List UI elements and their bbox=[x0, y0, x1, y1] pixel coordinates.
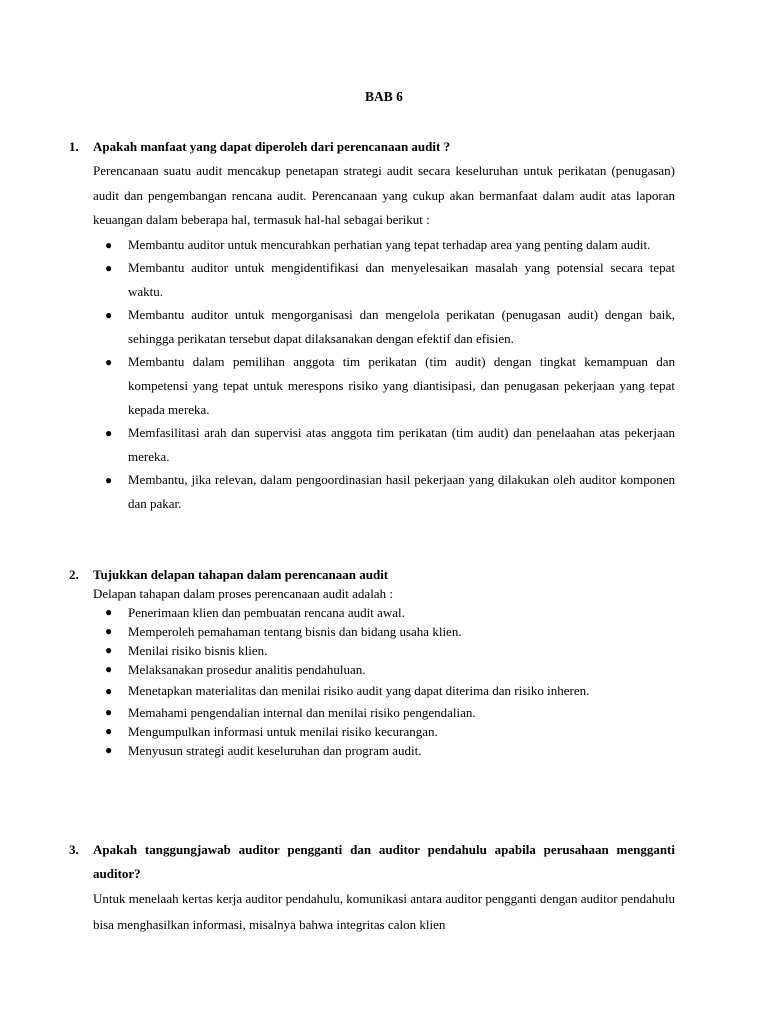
answer-paragraph: Perencanaan suatu audit mencakup penetapan strategi audit secara keseluruhan untuk perikatan (penugasan) audit dan pengembangan rencana audit. Perencanaan yang cukup akan bermanfaat dalam audit atas laporan keuangan dalam beberapa hal, termasuk hal-hal sebagai berikut : bbox=[93, 163, 675, 227]
bullet-icon: ● bbox=[105, 662, 113, 676]
list-item: ● Membantu auditor untuk mencurahkan perhatian yang tepat terhadap area yang penting dalam audit. bbox=[93, 233, 675, 257]
question-number: 2. bbox=[69, 567, 79, 582]
bullet-icon: ● bbox=[105, 743, 113, 757]
bullet-list bbox=[93, 233, 675, 516]
bullet-list bbox=[93, 603, 675, 760]
bullet-icon: ● bbox=[105, 684, 113, 698]
list-item: ● Mengumpulkan informasi untuk menilai risiko kecurangan. bbox=[105, 724, 438, 739]
section-2 bbox=[69, 565, 675, 760]
bullet-icon: ● bbox=[105, 724, 113, 738]
bullet-icon: ● bbox=[105, 307, 113, 322]
question-number: 1. bbox=[69, 139, 79, 154]
bullet-icon: ● bbox=[105, 260, 113, 275]
list-item: ● Menilai risiko bisnis klien. bbox=[105, 643, 268, 658]
question-heading bbox=[69, 565, 675, 584]
list-item: ● Membantu, jika relevan, dalam pengoordinasian hasil pekerjaan yang dilakukan oleh auditor komponen dan pakar. bbox=[93, 468, 675, 516]
question-heading bbox=[69, 838, 675, 886]
question-text: Apakah manfaat yang dapat diperoleh dari perencanaan audit ? bbox=[93, 139, 451, 154]
list-item: ● Memfasilitasi arah dan supervisi atas anggota tim perikatan (tim audit) dan penelaahan atas pekerjaan mereka. bbox=[93, 421, 675, 469]
bullet-icon: ● bbox=[105, 643, 113, 657]
bullet-icon: ● bbox=[105, 354, 113, 369]
list-item: ● Menyusun strategi audit keseluruhan dan program audit. bbox=[105, 743, 422, 758]
list-item: ● Penerimaan klien dan pembuatan rencana audit awal. bbox=[105, 605, 405, 620]
section-1 bbox=[69, 135, 675, 515]
question-heading bbox=[69, 135, 675, 159]
question-text: Apakah tanggungjawab auditor pengganti dan auditor pendahulu apabila perusahaan mengganti auditor? bbox=[93, 842, 675, 881]
bullet-icon: ● bbox=[105, 472, 113, 487]
list-item: ● Memahami pengendalian internal dan menilai risiko pengendalian. bbox=[105, 705, 476, 720]
list-item: ● Membantu dalam pemilihan anggota tim perikatan (tim audit) dengan tingkat kemampuan dan kompetensi yang tepat untuk merespons risiko yang diantisipasi, dan penugasan pekerjaan yang tepat kepada mereka. bbox=[93, 350, 675, 422]
list-item: ● Membantu auditor untuk mengidentifikasi dan menyelesaikan masalah yang potensial secara tepat waktu. bbox=[93, 256, 675, 304]
bullet-icon: ● bbox=[105, 705, 113, 719]
section-3 bbox=[69, 838, 675, 938]
answer-paragraph: Delapan tahapan dalam proses perencanaan audit adalah : bbox=[93, 586, 393, 601]
list-item: ● Memperoleh pemahaman tentang bisnis dan bidang usaha klien. bbox=[105, 624, 462, 639]
list-item: ● Menetapkan materialitas dan menilai risiko audit yang dapat diterima dan risiko inheren. bbox=[93, 679, 675, 703]
list-item: ● Melaksanakan prosedur analitis pendahuluan. bbox=[105, 662, 366, 677]
bullet-icon: ● bbox=[105, 425, 113, 440]
question-text: Tujukkan delapan tahapan dalam perencanaan audit bbox=[93, 567, 389, 582]
chapter-title: BAB 6 bbox=[365, 89, 403, 104]
answer-paragraph: Untuk menelaah kertas kerja auditor pendahulu, komunikasi antara auditor pengganti dengan auditor pendahulu bisa menghasilkan informasi, misalnya bahwa integritas calon klien bbox=[93, 891, 675, 932]
question-number: 3. bbox=[69, 842, 79, 857]
bullet-icon: ● bbox=[105, 605, 113, 619]
bullet-icon: ● bbox=[105, 237, 113, 252]
bullet-icon: ● bbox=[105, 624, 113, 638]
list-item: ● Membantu auditor untuk mengorganisasi dan mengelola perikatan (penugasan audit) dengan baik, sehingga perikatan tersebut dapat dilaksanakan dengan efektif dan efisien. bbox=[93, 303, 675, 351]
